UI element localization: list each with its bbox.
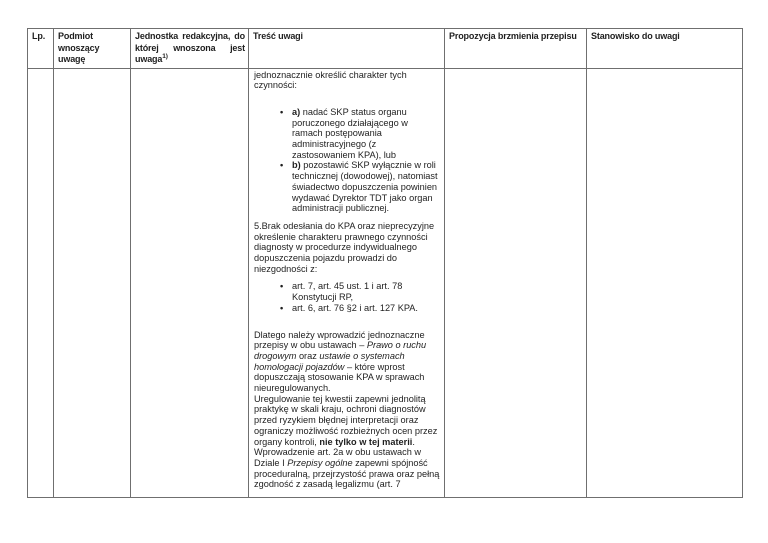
text-segment: Wprowadzenie art. 2a w obu ustawach w Dziale I xyxy=(254,447,421,468)
bullet-list-item xyxy=(254,281,442,302)
col-header-lp xyxy=(28,29,54,69)
bullet-list-item xyxy=(254,303,442,314)
comment-paragraph xyxy=(254,394,442,448)
paragraph-gap xyxy=(254,321,442,330)
comment-paragraph xyxy=(254,330,442,394)
bullet-list-item xyxy=(254,107,442,161)
bullet-marker: • xyxy=(280,160,284,171)
bullet-item-text xyxy=(292,107,442,161)
text-segment: a) xyxy=(292,106,301,117)
col-header-jednostka-label: Jednostka redakcyjna, do której wnoszona jest uwaga xyxy=(135,31,245,64)
text-segment: zapewni spójność proceduralną, przejrzystość prawa oraz pełną zgodność z zasadą legalizmu (art. 7 xyxy=(254,458,440,490)
bullet-marker: • xyxy=(280,281,284,292)
comment-paragraph xyxy=(254,70,442,91)
text-segment: oraz xyxy=(296,350,320,361)
text-segment: Dlatego należy wprowadzić jednoznaczne przepisy w obu ustawach – xyxy=(254,329,425,351)
comment-paragraph xyxy=(254,221,442,275)
col-header-tresc-label: Treść uwagi xyxy=(253,31,303,41)
text-segment: pozostawić SKP wyłącznie w roli technicznej (dowodowej), natomiast świadectwo dopuszczenia powinien wydawać Dyrektor TDT jako organ administracji publicznej. xyxy=(292,160,438,214)
paragraph-gap xyxy=(254,91,442,100)
bullet-marker: • xyxy=(280,106,284,117)
bullet-item-text xyxy=(292,160,442,214)
body-cell-lp xyxy=(28,68,54,497)
text-segment: Uregulowanie tej kwestii zapewni jednolitą praktykę w skali kraju, ochroni diagnostów przed ryzykiem błędnej interpretacji oraz ograniczy możliwość rozbieżnych ocen przez organy kontroli, xyxy=(254,393,438,447)
col-header-propozycja-label: Propozycja brzmienia przepisu xyxy=(449,31,577,41)
text-segment: b) xyxy=(292,160,301,171)
body-cell-stanowisko xyxy=(587,68,743,497)
text-segment: ustawie o systemach homologacji pojazdów xyxy=(254,350,405,372)
text-segment: . xyxy=(412,436,415,447)
text-segment: Przepisy ogólne xyxy=(287,458,353,468)
text-segment: nie tylko w tej materii xyxy=(319,436,413,447)
text-segment: jednoznacznie określić charakter tych czynności: xyxy=(254,69,407,91)
body-cell-tresc xyxy=(249,68,445,497)
text-segment: Prawo o ruchu drogowym xyxy=(254,340,427,361)
bullet-marker: • xyxy=(280,302,284,313)
col-header-propozycja xyxy=(445,29,587,69)
col-header-lp-label: Lp. xyxy=(32,31,46,41)
col-header-tresc xyxy=(249,29,445,69)
col-header-podmiot-label: Podmiot wnoszący uwagę xyxy=(58,31,100,64)
body-cell-propozycja xyxy=(445,68,587,497)
body-cell-podmiot xyxy=(54,68,131,497)
bullet-list xyxy=(254,281,442,313)
text-segment: 5.Brak odesłania do KPA oraz nieprecyzyjne określenie charakteru prawnego czynności diagnosty w procedurze indywidualnego dopuszczenia pojazdu prowadzi do niezgodności z: xyxy=(254,220,435,274)
header-row xyxy=(28,29,743,69)
text-segment: art. 6, art. 76 §2 i art. 127 KPA. xyxy=(292,302,418,313)
table-row xyxy=(28,68,743,497)
text-segment: nadać SKP status organu poruczonego działającego w ramach postępowania administracyjnego (z zastosowaniem KPA), lub xyxy=(292,106,408,160)
bullet-list xyxy=(254,107,442,214)
comment-paragraph xyxy=(254,447,442,490)
col-header-stanowisko-label: Stanowisko do uwagi xyxy=(591,31,680,41)
footnote-marker: 1) xyxy=(162,53,168,60)
comments-table xyxy=(27,28,743,498)
text-segment: art. 7, art. 45 ust. 1 i art. 78 Konstytucji RP, xyxy=(292,281,403,303)
text-segment: – które wprost dopuszczają stosowanie KPA w sprawach nieuregulowanych. xyxy=(254,361,425,394)
bullet-item-text xyxy=(292,281,442,302)
bullet-list-item xyxy=(254,160,442,214)
col-header-jednostka xyxy=(131,29,249,69)
body-cell-jednostka xyxy=(131,68,249,497)
col-header-stanowisko xyxy=(587,29,743,69)
col-header-podmiot xyxy=(54,29,131,69)
bullet-item-text xyxy=(292,303,442,314)
